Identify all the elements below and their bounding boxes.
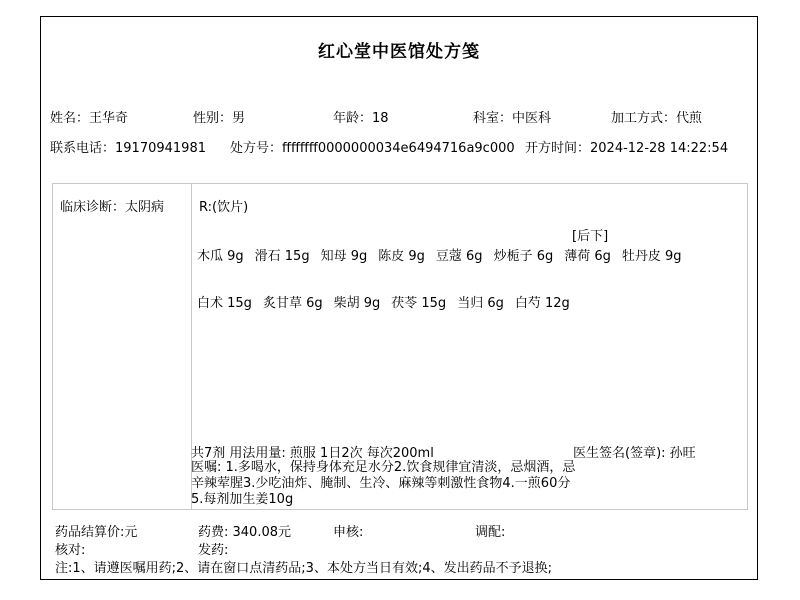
- doctor-advice: [191, 460, 621, 508]
- department-value: 中医科: [512, 111, 552, 126]
- rx-number-value: ffffffff0000000034e6494716a9c000: [282, 141, 515, 156]
- herb-item: 白术 15g: [197, 296, 252, 311]
- rx-number-label: 处方号：: [230, 141, 283, 156]
- patient-age-label: 年龄：: [333, 111, 373, 126]
- herb-row-1: [197, 245, 693, 264]
- prescription-sheet: [40, 16, 758, 580]
- review-field: 申核:: [333, 525, 364, 540]
- phone-label: 联系电话：: [50, 141, 116, 156]
- patient-gender-label: 性别：: [193, 111, 233, 126]
- patient-age-value: 18: [372, 111, 389, 126]
- patient-name-value: 王华奇: [89, 111, 129, 126]
- phone-field: [50, 137, 206, 156]
- medicine-fee-field: 药费: 340.08元: [198, 525, 291, 540]
- herb-item: 当归 6g: [457, 296, 504, 311]
- patient-name-field: [50, 107, 128, 126]
- patient-name-label: 姓名：: [50, 111, 90, 126]
- herb-item: 牡丹皮 9g: [621, 249, 682, 264]
- check-field: 核对:: [55, 543, 86, 558]
- patient-age-field: [333, 107, 389, 126]
- decoct-later-tag: [后下]: [572, 229, 609, 244]
- herb-item: 柴胡 9g: [333, 296, 381, 311]
- patient-gender-field: [193, 107, 245, 126]
- herb-item: 茯苓 15g: [391, 296, 447, 311]
- herb-item: 知母 9g: [320, 249, 368, 264]
- processing-method-field: [611, 107, 702, 126]
- advice-line: 医嘱: 1.多喝水，保持身体充足水分2.饮食规律宜清淡，忌烟酒，忌: [191, 460, 576, 475]
- herb-item: 豆蔻 6g: [435, 249, 483, 264]
- herb-item: 炒栀子 6g: [493, 249, 554, 264]
- doctor-signature: 医生签名(签章): 孙旺: [573, 446, 696, 461]
- herb-row-2: [197, 292, 581, 311]
- processing-method-value: 代煎: [676, 111, 703, 126]
- herb-item: 炙甘草 6g: [262, 296, 323, 311]
- issue-time-label: 开方时间：: [525, 141, 591, 156]
- diagnosis-field: [60, 196, 164, 215]
- usage-instructions: 共7剂 用法用量: 煎服 1日2次 每次200ml: [191, 446, 434, 461]
- phone-value: 19170941981: [115, 141, 206, 156]
- footer-note: 注:1、请遵医嘱用药;2、请在窗口点清药品;3、本处方当日有效;4、发出药品不予退换;: [55, 561, 552, 576]
- advice-line: 5.每剂加生姜10g: [191, 492, 294, 507]
- patient-gender-value: 男: [232, 111, 246, 126]
- herb-item: 滑石 15g: [254, 249, 310, 264]
- herb-item: 陈皮 9g: [378, 249, 425, 264]
- rx-header: R:(饮片): [199, 200, 249, 215]
- dispense-field: 发药:: [198, 543, 229, 558]
- department-field: [473, 107, 551, 126]
- herb-item: 白芍 12g: [514, 296, 570, 311]
- prescription-body-box: [52, 183, 748, 510]
- processing-method-label: 加工方式：: [611, 111, 677, 126]
- diagnosis-label: 临床诊断：: [60, 200, 126, 215]
- page-title: 红心堂中医馆处方笺: [318, 42, 480, 62]
- advice-line: 辛辣荤腥3.少吃油炸、腌制、生冷、麻辣等刺激性食物4.一煎60分: [191, 476, 571, 491]
- issue-time-field: [525, 137, 728, 156]
- herb-item: 木瓜 9g: [197, 249, 244, 264]
- rx-number-field: [230, 137, 515, 156]
- herb-item: 薄荷 6g: [564, 249, 611, 264]
- diagnosis-value: 太阴病: [125, 200, 165, 215]
- issue-time-value: 2024-12-28 14:22:54: [590, 141, 729, 156]
- settle-price-field: 药品结算价:元: [55, 525, 138, 540]
- department-label: 科室：: [473, 111, 513, 126]
- prepare-field: 调配:: [475, 525, 506, 540]
